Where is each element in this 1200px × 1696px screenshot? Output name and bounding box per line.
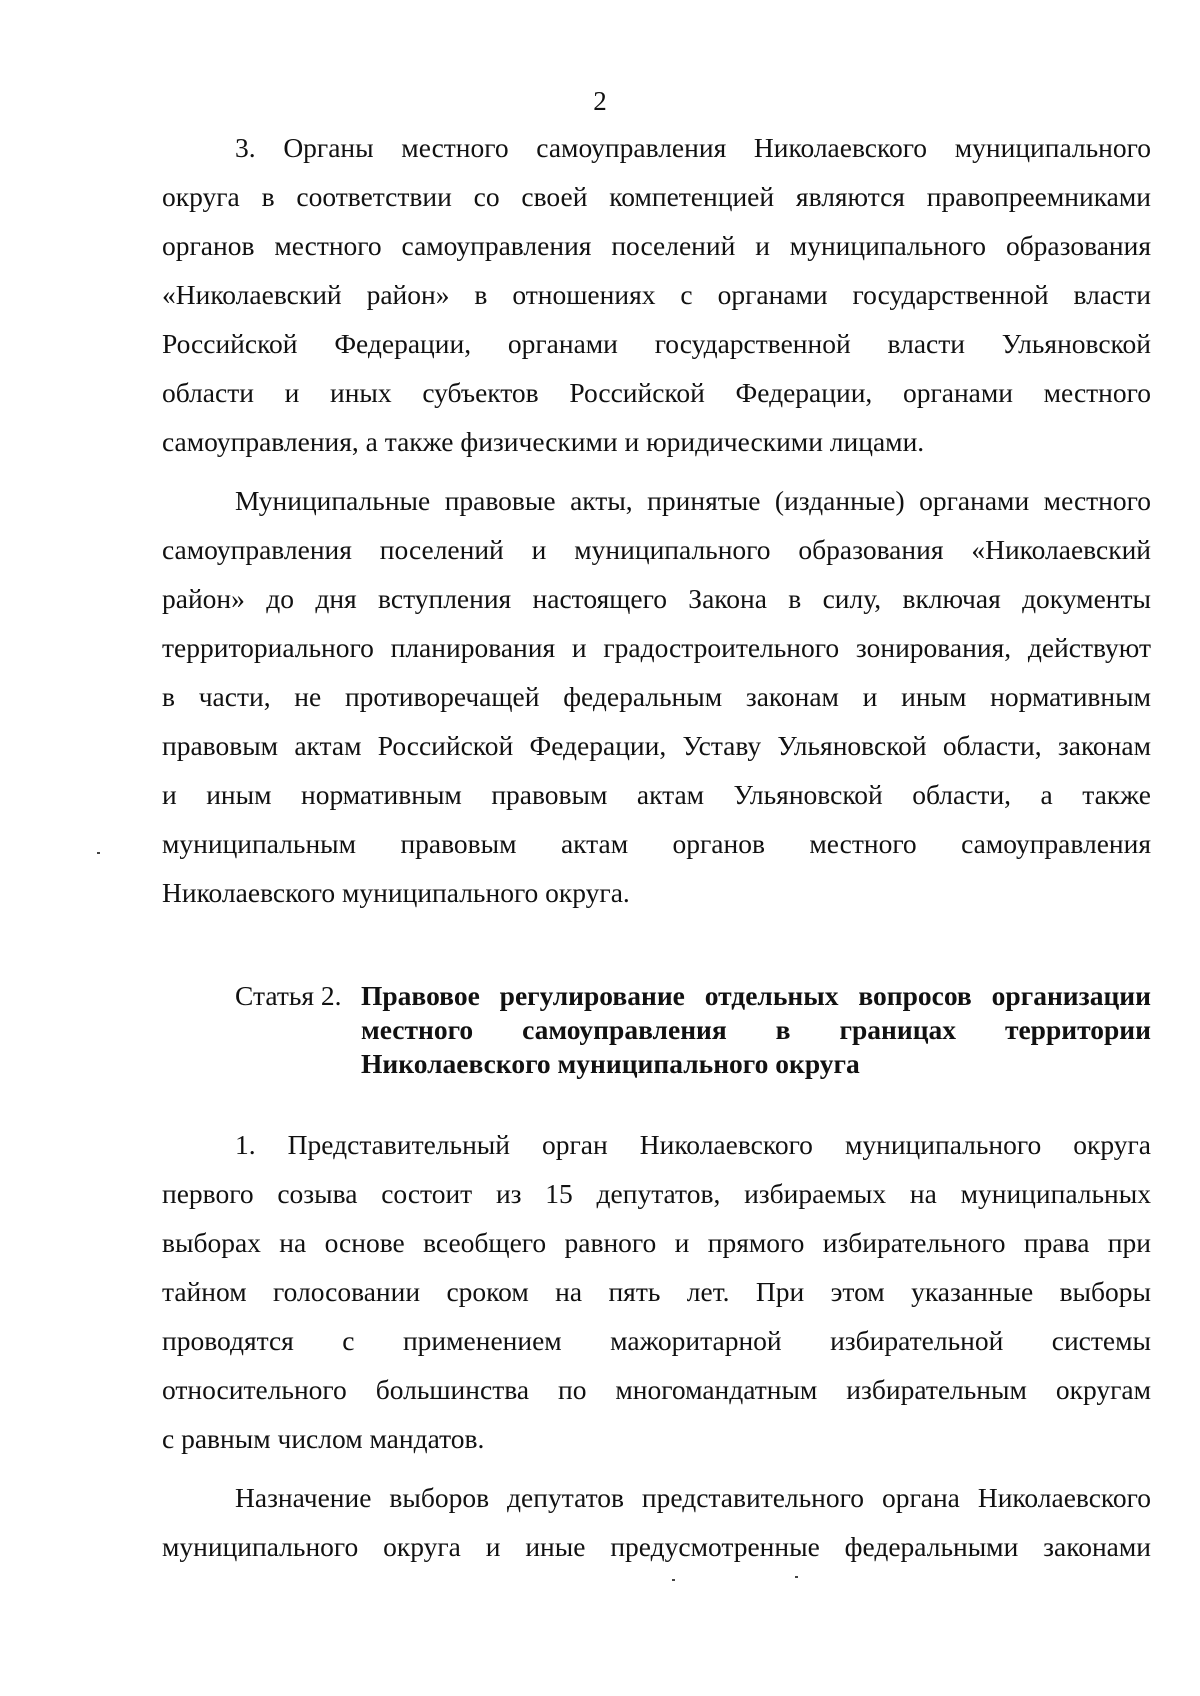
paragraph-line: территориального планирования и градостроительного зонирования, действуют	[162, 632, 1151, 663]
paragraph-line: самоуправления поселений и муниципального образования «Николаевский	[162, 534, 1151, 565]
scan-speck	[795, 1576, 798, 1578]
paragraph-line: округа в соответствии со своей компетенцией являются правопреемниками	[162, 181, 1151, 212]
page-number: 2	[593, 86, 607, 116]
paragraph-line: в части, не противоречащей федеральным законам и иным нормативным	[162, 681, 1151, 712]
scan-speck	[97, 852, 100, 854]
paragraph-line: области и иных субъектов Российской Федерации, органами местного	[162, 377, 1151, 408]
article-label: Статья 2.	[235, 980, 342, 1011]
paragraph-line: Муниципальные правовые акты, принятые (изданные) органами местного	[235, 485, 1151, 516]
paragraph-line: район» до дня вступления настоящего Закона в силу, включая документы	[162, 583, 1151, 614]
article-title-line: Правовое регулирование отдельных вопросов организации	[361, 980, 1151, 1011]
paragraph-line: муниципальным правовым актам органов местного самоуправления	[162, 828, 1151, 859]
paragraph-line: с равным числом мандатов.	[162, 1423, 485, 1454]
article-title-line: Николаевского муниципального округа	[361, 1048, 860, 1079]
paragraph-line: и иным нормативным правовым актам Ульяновской области, а также	[162, 779, 1151, 810]
paragraph-line: Николаевского муниципального округа.	[162, 877, 630, 908]
paragraph-line: «Николаевский район» в отношениях с органами государственной власти	[162, 279, 1151, 310]
paragraph-line: Назначение выборов депутатов представительного органа Николаевского	[235, 1482, 1151, 1513]
paragraph-line: правовым актам Российской Федерации, Уставу Ульяновской области, законам	[162, 730, 1151, 761]
paragraph-line: муниципального округа и иные предусмотренные федеральными законами	[162, 1531, 1151, 1562]
paragraph-line: проводятся с применением мажоритарной избирательной системы	[162, 1325, 1151, 1356]
article-title-line: местного самоуправления в границах территории	[361, 1014, 1151, 1045]
paragraph-line: относительного большинства по многомандатным избирательным округам	[162, 1374, 1151, 1405]
paragraph-line: 1. Представительный орган Николаевского муниципального округа	[235, 1129, 1151, 1160]
paragraph-line: выборах на основе всеобщего равного и прямого избирательного права при	[162, 1227, 1151, 1258]
paragraph-line: первого созыва состоит из 15 депутатов, избираемых на муниципальных	[162, 1178, 1151, 1209]
paragraph-line: 3. Органы местного самоуправления Николаевского муниципального	[235, 132, 1151, 163]
paragraph-line: тайном голосовании сроком на пять лет. При этом указанные выборы	[162, 1276, 1151, 1307]
scan-speck	[672, 1579, 675, 1581]
paragraph-line: Российской Федерации, органами государственной власти Ульяновской	[162, 328, 1151, 359]
paragraph-line: органов местного самоуправления поселений и муниципального образования	[162, 230, 1151, 261]
paragraph-line: самоуправления, а также физическими и юридическими лицами.	[162, 426, 925, 457]
